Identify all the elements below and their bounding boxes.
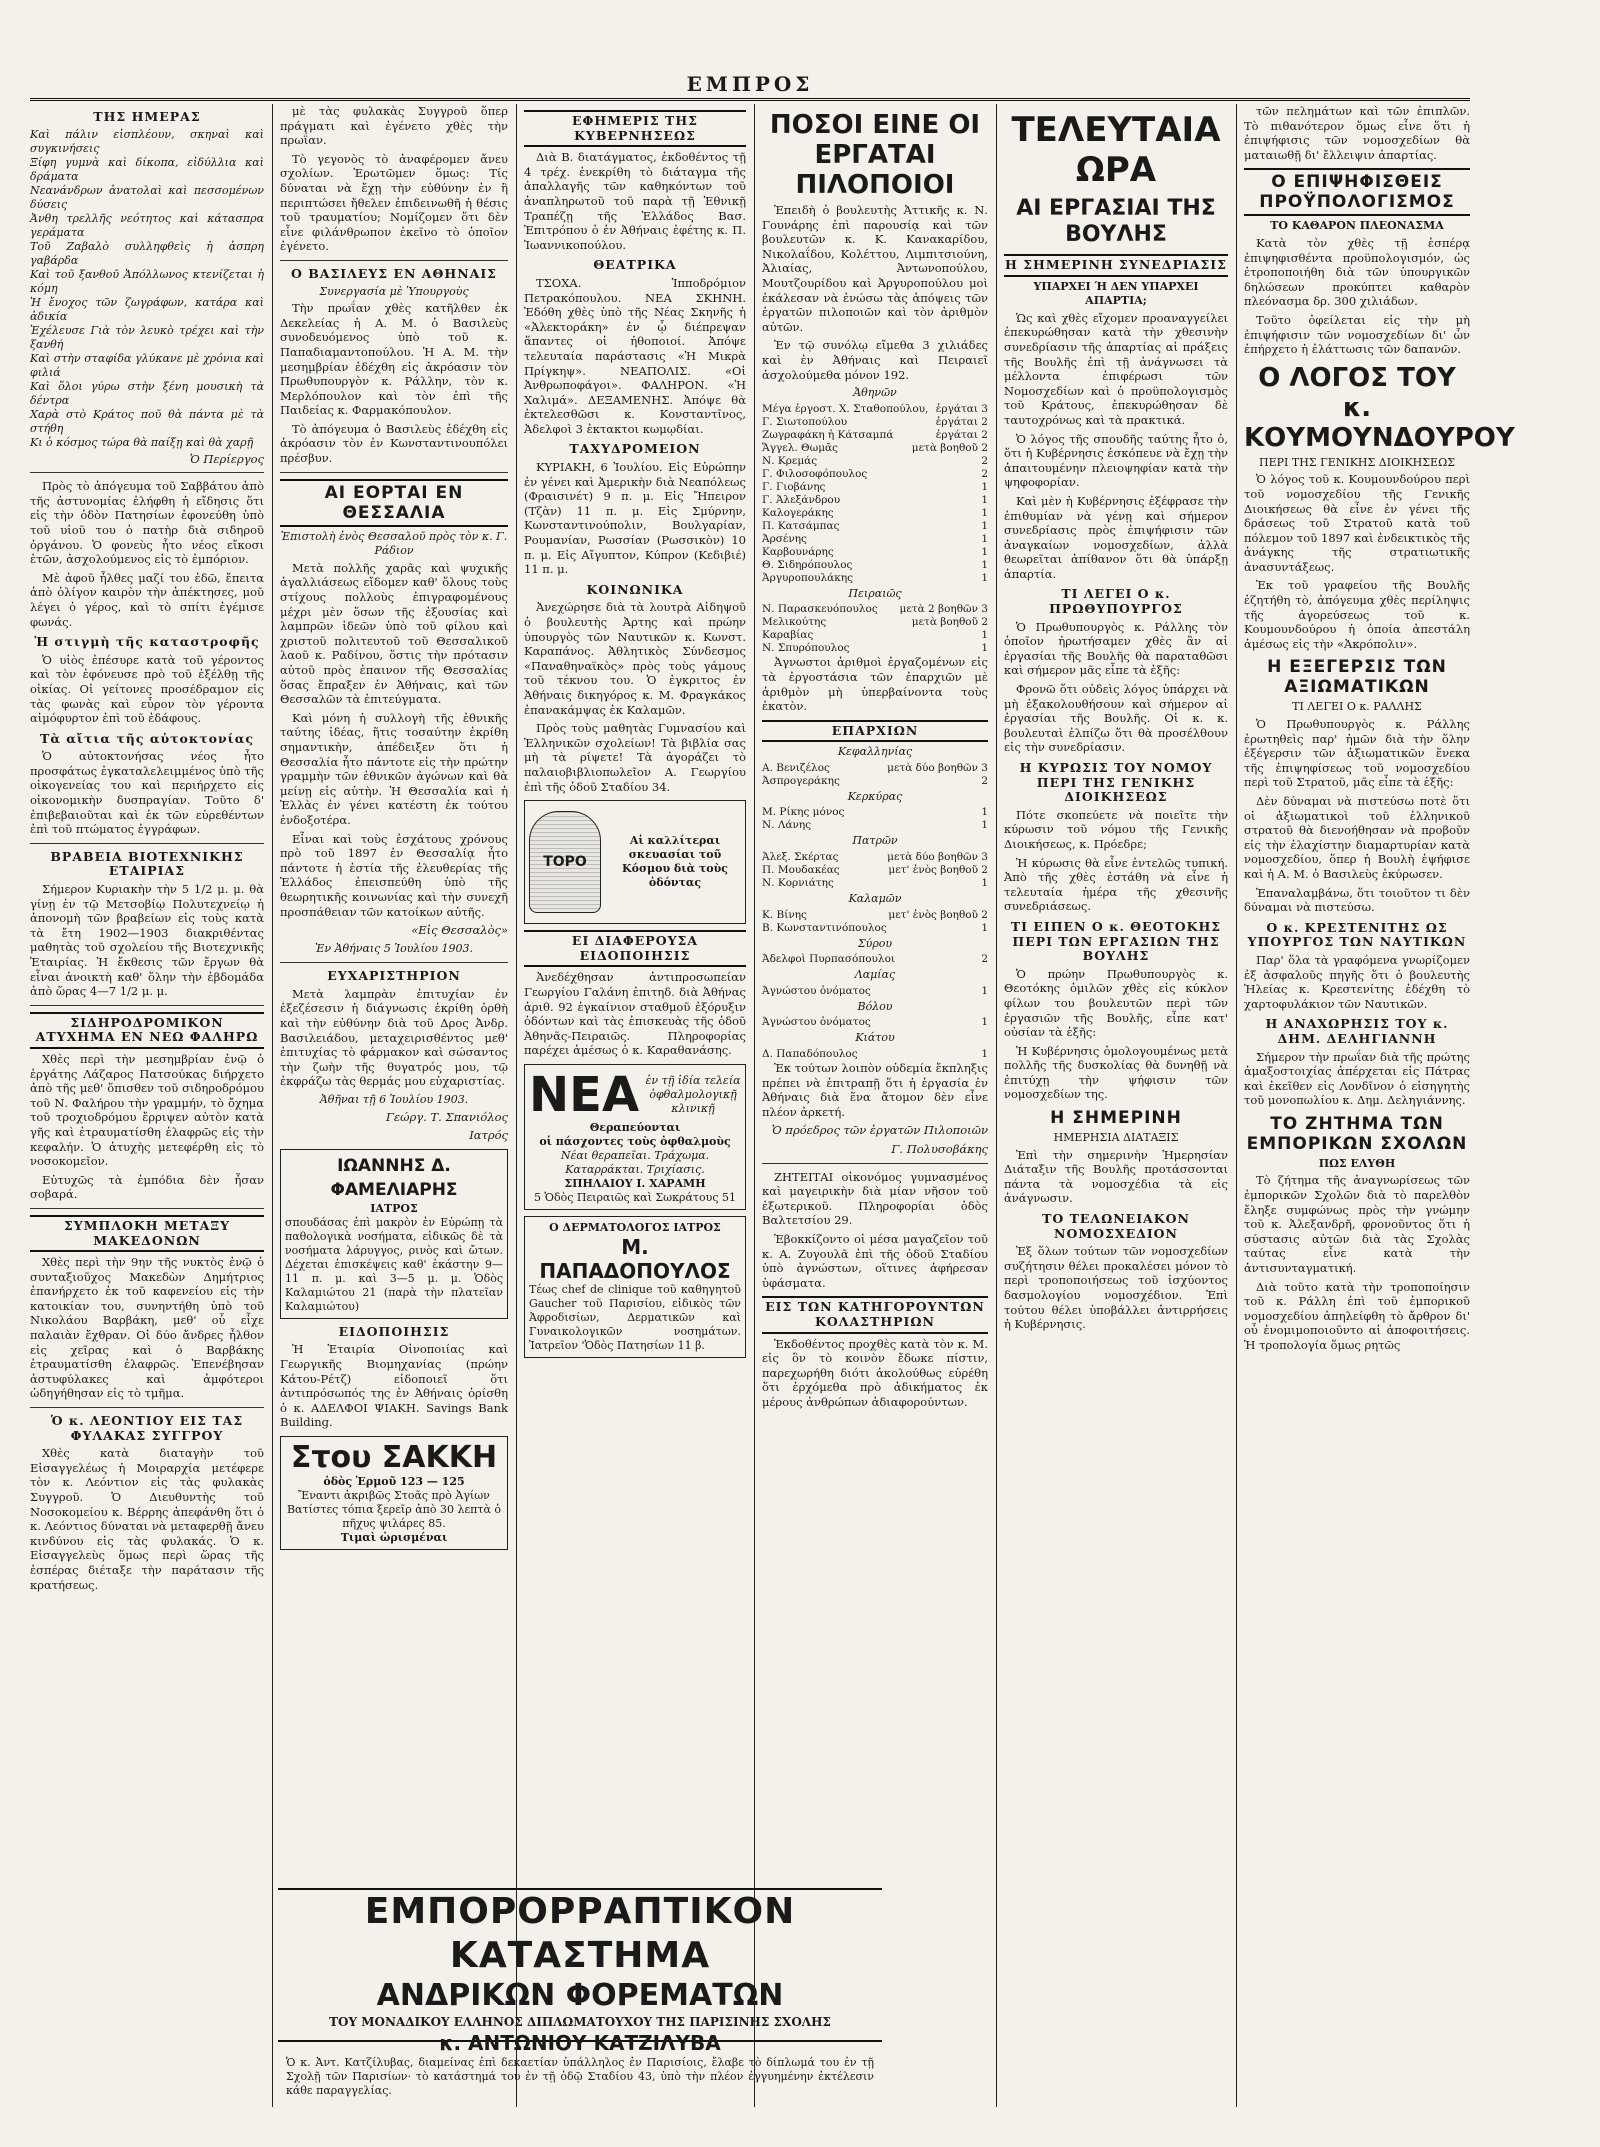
banner-body: Ὁ κ. Ἀντ. Κατζίλυβας, διαμείνας ἐπὶ δεκαετίαν ὑπάλληλος ἐν Παρισίοις, ἔλαβε τὸ δίπλωμά του ἐν τῇ Σχολῇ τῶν Παρισίων· τὸ κατάστημά του ἐν τῇ ὁδῷ Σταδίου 43, ὑπὸ τὴν πλέον ἐγγυημένην ἐκτέλεσιν κάθε παραγγελίας.: [286, 2056, 874, 2097]
section-heading: ΕΠΑΡΧΙΩΝ: [762, 720, 988, 743]
paragraph: Ἐκ τοῦ γραφείου τῆς Βουλῆς ἐζητήθη τὸ, ἀπόγευμα χθὲς περίληψις τῆς ἀγορεύσεως τοῦ κ. Κουμουνδούρου ἡ ὁποία ἀπεστάλη ἀμέσως εἰς τὴν «Ἀκρόπολιν».: [1244, 578, 1470, 651]
subheading: ΤΙ ΛΕΓΕΙ Ο κ. ΡΑΛΛΗΣ: [1292, 700, 1422, 714]
worker-count: 1: [981, 493, 988, 506]
poem-line: Καὶ πάλιν εἰσπλέουν, σκηναὶ καὶ συγκινήσεις: [30, 127, 264, 155]
ad-body: Τέως chef de clinique τοῦ καθηγητοῦ Gaucher τοῦ Παρισίου, εἰδικὸς τῶν Ἀφροδισίων, Δερματικῶν καὶ Γυναικολογικῶν νοσημάτων. Ἰατρεῖον 'Ὁδὸς Πατησίων 11 β.: [529, 1282, 741, 1352]
section-heading: ΤΑΧΥΔΡΟΜΕΙΟΝ: [569, 441, 701, 457]
worker-name: Δ. Παπαδόπουλος: [762, 1048, 858, 1061]
worker-count: 1: [981, 819, 988, 832]
paragraph: Διὰ τοῦτο κατὰ τὴν τροποποίησιν τοῦ κ. Ράλλη ἐπὶ τοῦ ἐμπορικοῦ νομοσχεδίου ἀπηλείφθη τὸ ἄρθρον δι' οὗ ἐνομιμοποιοῦντο αἱ ἀποφοιτήσεις. Ἡ τροπολογία ὅμως ρητῶς: [1244, 1279, 1470, 1352]
subheading: Πατρῶν: [852, 834, 898, 848]
paragraph: Ἐπαναλαμβάνω, ὅτι τοιοῦτον τι δὲν δύναμαι νὰ πιστεύσω.: [1244, 885, 1470, 915]
paragraph: Ὁ αὐτοκτονήσας νέος ἦτο προσφάτως ἐγκαταλελειμμένος ὑπὸ τῆς οἰκογενείας του καὶ περιήρχετο εἰς οἰκονομικὴν δυσπραγίαν. Τοῦτο δ' ἐπιβεβαιοῦται καὶ ἐκ τῶν εὑρεθέντων ἐπὶ τοῦ πτώματος ἐγγράφων.: [30, 749, 264, 837]
paragraph: Ὁ Πρωθυπουργὸς κ. Ράλλης ἐρωτηθεὶς παρ' ἡμῶν διὰ τὴν ὅλην ἐξέγερσιν τῶν ἀξιωματικῶν ἕνεκα τῆς ἐπιψηφίσεως τοῦ νομοσχεδίου περὶ τοῦ Στρατοῦ, μᾶς εἶπε τὰ ἑξῆς:: [1244, 717, 1470, 790]
divider: [30, 472, 264, 473]
paragraph: Σήμερον τὴν πρωΐαν διὰ τῆς πρώτης ἀμαξοστοιχίας ἀπέρχεται εἰς Πάτρας καὶ ἐκεῖθεν εἰς Λονδῖνον ὁ εἰσηγητὴς τοῦ μονοπωλίου κ. Δημ. Δεληγιάννης.: [1244, 1049, 1470, 1108]
section-heading: ΤΟ ΖΗΤΗΜΑ ΤΩΝ ΕΜΠΟΡΙΚΩΝ ΣΧΟΛΩΝ: [1246, 1113, 1468, 1154]
section-heading: ΠΟΣΟΙ ΕΙΝΕ ΟΙ ΕΡΓΑΤΑΙ ΠΙΛΟΠΟΙΟΙ: [769, 110, 981, 200]
paragraph: Σήμερον Κυριακὴν τὴν 5 1/2 μ. μ. θὰ γίνῃ ἐν τῷ Μετσοβίῳ Πολυτεχνείῳ ἡ ἀπονομὴ τῶν βραβείων εἰς τοὺς κατὰ τὰ ἔτη 1902—1903 διακριθέντας μαθητὰς τοῦ σχολείου τῆς Βιοτεχνικῆς Ἑταιρίας. Ἡ ἔκθεσις τῶν ἔργων θὰ εἶναι ἀνοικτὴ καθ' ὅλην τὴν ἑβδομάδα ἀπὸ ὥρας 4—7 1/2 μ. μ.: [30, 882, 264, 999]
paragraph: Ὡς καὶ χθὲς εἴχομεν προαναγγείλει ἐπεκυρώθησαν κατὰ τὴν χθεσινὴν συνεδρίασιν τῆς ἀπαρτίας αἱ πράξεις τῆς Βουλῆς ἐπὶ τῇ ἀνάγνωσει τὰ μέλλοντα ἐπιφέρωσι τῶν Νομοσχεδίων καὶ ὁ προϋπολογισμὸς τοῦ Κράτους, ἐπεκυρώθησαν δὲ ταυτοχρόνως καὶ τὰ πρακτικά.: [1004, 310, 1228, 427]
signature: Ὁ πρόεδρος τῶν ἐργατῶν Πιλοποιῶν: [771, 1123, 988, 1138]
paragraph: Πρὸς τὸ ἀπόγευμα τοῦ Σαββάτου ἀπὸ τῆς ἀστυνομίας ἐλήφθη ἡ εἴδησις ὅτι εἰς τὴν ὁδὸν Πατησίων ἐφονεύθη ὑπὸ τοῦ υἱοῦ του ὁ πατὴρ διὰ σιδηροῦ ὀργάνου. Ὁ φονεὺς ἦτο νέος εἴκοσι ἐτῶν, ἀσχολούμενος εἰς τὸ ἐμπόριον.: [30, 479, 264, 567]
clinic-advertisement: [524, 1064, 746, 1210]
worker-count: 1: [981, 1048, 988, 1061]
list-item: [762, 616, 988, 629]
list-item: [762, 775, 988, 788]
paragraph: Εἶναι καὶ τοὺς ἐσχάτους χρόνους πρὸ τοῦ 1897 ἐν Θεσσαλίᾳ ἦτο πάντοτε ἡ ἑστία τῆς ἐλευθερίας τῆς Ἑλλάδος ἐπεισπεύθη ὑπὸ τῆς θεωρητικῆς κοινωνίας καὶ τὴν συνεχῆ προσπάθειαν τῶν κατοίκων αὐτῆς.: [280, 831, 508, 919]
worker-name: Ἀδελφοὶ Πυρπασόπουλοι: [762, 953, 896, 966]
banner-title: ΕΜΠΟΡΟΡΡΑΠΤΙΚΟΝ ΚΑΤΑΣΤΗΜΑ: [364, 1891, 796, 1976]
paragraph: Ἀνεχώρησε διὰ τὰ λουτρὰ Αἰδηψοῦ ὁ βουλευτὴς Ἀρτης καὶ πρώην ὑπουργὸς τῶν Ναυτικῶν κ. Κωνστ. Καραπάνος. Ἀθλητικὸς Σύνδεσμος «Παναθηναϊκὸς» πρὸς τοὺς γάμους τοῦ τέκνου του. Ὁ ἐγκριτος ἐν Ἀθήναις δικηγόρος κ. Μ. Φραγκάκος ἐπανακάμψας ἐκ Καλαμῶν.: [524, 600, 746, 717]
paragraph: Καὶ μόνη ἡ συλλογὴ τῆς ἐθνικῆς ταύτης ἰδέας, ἥτις τοσαύτην ἐκρίθη σημαντικὴν, ἀπέδειξεν ὅτι ἡ Θεσσαλία ἦτο πάντοτε εἰς τὴν πρώτην γραμμὴν τῶν ἐθνικῶν ἀγώνων καὶ θὰ μείνῃ εἰς αὐτὴν. Ἡ Θεσσαλία καὶ ἡ Ἑλλὰς ἐν γένει κατέστη ἐκ τούτου ἐνδοξοτέρα.: [280, 710, 508, 827]
subheading: ΤΟ ΚΑΘΑΡΟΝ ΠΛΕΟΝΑΣΜΑ: [1270, 219, 1444, 233]
paragraph: Ἐπὶ τὴν σημερινὴν Ἡμερησίαν Διάταξιν τῆς Βουλῆς προτάσσονται πάντα τὰ νομοσχέδια τὰ εἰς ἀνάγνωσιν.: [1004, 1147, 1228, 1206]
section-heading: ΤΗΣ ΗΜΕΡΑΣ: [93, 109, 201, 124]
poem-line: Ἐχέλευσε Γιὰ τὸν λευκὸ τρέχει καὶ τὴν ξανθή: [30, 323, 264, 351]
list-item: [762, 629, 988, 642]
poem-line: Καὶ ὅλοι γύρω στὴν ξένη μουσικὴ τὰ δέντρα: [30, 379, 264, 407]
paragraph: Διὰ Β. διατάγματος, ἐκδοθέντος τῇ 4 τρέχ. ἐνεκρίθη τὸ διάταγμα τῆς ἀπαλλαγῆς τῶν καθηκόντων τοῦ ἀναπληρωτοῦ τοῦ παρὰ τῇ Ἐθνικῇ Τραπέζῃ τῆς Ἑλλάδος Βασ. Ἐπιτρόπου ὁ ἐν Ἀθήναις ἐφέτης κ. Π. Ἰωαννικοπούλου.: [524, 150, 746, 252]
column-2: [280, 104, 508, 1877]
paragraph: Τὸ ζήτημα τῆς ἀναγνωρίσεως τῶν ἐμπορικῶν Σχολῶν διὰ τὸ παρελθὸν ἔληξε συμφώνως πρὸς τὴν γνώμην τοῦ κ. Ἀλεξανδρῆ, φρονοῦντος ὅτι ἡ σύστασις αὐτῶν διὰ τὰς Σχολὰς ταύτας εἶνε κατὰ τὴν ἀντισυνταγματική.: [1244, 1173, 1470, 1276]
worker-name: Ν. Κορνιάτης: [762, 877, 834, 890]
worker-count: 1: [981, 921, 988, 934]
subheading: Καλαμῶν: [848, 892, 902, 906]
toothpaste-advertisement: [524, 800, 746, 924]
column-rule: [754, 104, 755, 2107]
worker-count: 2: [981, 454, 988, 467]
column-rule: [1236, 104, 1237, 2107]
section-heading: ΤΕΛΕΥΤΑΙΑ ΩΡΑ: [1011, 110, 1221, 190]
ad-line: ΣΠΗΛΑΙΟΥ Ι. ΧΑΡΑΜΗ: [564, 1176, 706, 1190]
section-heading: ΕΙΔΟΠΟΙΗΣΙΣ: [338, 1323, 450, 1339]
column-4: [762, 104, 988, 2107]
worker-count: 1: [981, 984, 988, 997]
worker-name: Ἄγγελ. Θωμᾶς: [762, 441, 838, 454]
worker-count: 1: [981, 480, 988, 493]
list-item: [762, 494, 988, 507]
paragraph: Ἡ Ἑταιρία Οἰνοποιίας καὶ Γεωργικῆς Βιομηχανίας (πρώην Κάτου-Ρέτζ) εἰδοποιεῖ ὅτι ἀντιπρόσωπός της ἐν Ἀθήναις ὁρίσθη ὁ κ. ΑΔΕΛΦΟΙ ΨΙΑΚΗ. Savings Bank Building.: [280, 1342, 508, 1430]
signature-title: Ιατρός: [469, 1128, 508, 1143]
worker-count: 1: [981, 642, 988, 655]
list-item: [762, 642, 988, 655]
ad-line: Ο ΔΕΡΜΑΤΟΛΟΓΟΣ ΙΑΤΡΟΣ: [549, 1220, 721, 1234]
section-heading: ΕΦΗΜΕΡΙΣ ΤΗΣ ΚΥΒΕΡΝΗΣΕΩΣ: [524, 110, 746, 147]
workers-list: [762, 1048, 988, 1061]
divider: [30, 843, 264, 844]
workers-list: [762, 985, 988, 998]
worker-count: 1: [981, 532, 988, 545]
list-item: [762, 520, 988, 533]
paragraph: Ἐκδοθέντος προχθὲς κατὰ τὸν κ. Μ. εἰς ὃν τὸ κοινὸν ἔδωκε πίστιν, παρεχωρήθη διότι ἀκολούθως εὑρέθη ὅτι ἐρχόμεθα πρὸ ἀδικήματος ἐκ μέρους ἀνθρώπων ἀδιαφορούντων.: [762, 1336, 988, 1409]
section-heading: ΑΙ ΕΡΓΑΣΙΑΙ ΤΗΣ ΒΟΥΛΗΣ: [1016, 196, 1216, 247]
paragraph: ΤΣΟΧΑ. Ἱπποδρόμιον Πετρακόπουλου. ΝΕΑ ΣΚΗΝΗ. Ἐδόθη χθὲς ὑπὸ τῆς Νέας Σκηνῆς ἡ «Ἀλεκτοράκη» ἐν ᾧ διέπρεψαν ἅπαντες οἱ ἠθοποιοί. Ἀπόψε τελευταία παράστασις «Ἡ Μικρὰ Πρίγκηψ». ΝΕΑΠΟΛΙΣ. «Οἱ Ἀνθρωποφάγοι». ΦΑΛΗΡΟΝ. «Ἡ Χαλιμά». ΔΕΞΑΜΕΝΗΣ. Ἀπόψε θὰ ἐκτελεσθῶσι κ. Κονσταντῖνος, Ἀδελφοὶ 3 ἐκτακτοι κωμῳδίαι.: [524, 275, 746, 436]
section-heading: Η ΕΞΕΓΕΡΣΙΣ ΤΩΝ ΑΞΙΩΜΑΤΙΚΩΝ: [1267, 657, 1447, 698]
paragraph: μὲ τὰς φυλακὰς Συγγροῦ ὅπερ πράγματι καὶ ἐγένετο χθὲς τὴν πρωΐαν.: [280, 104, 508, 148]
ad-line: 5 Ὁδὸς Πειραιῶς καὶ Σωκράτους 51: [534, 1190, 736, 1204]
divider: [30, 1407, 264, 1408]
poem-line: Ἡ ἔνοχος τῶν ζωγράφων, κατάρα καὶ ἀδικία: [30, 295, 264, 323]
banner-name: κ. ΑΝΤΩΝΙΟΥ ΚΑΤΖΙΛΥΒΑ: [439, 2031, 721, 2055]
workers-list: [762, 762, 988, 788]
worker-name: Μελικούτης: [762, 616, 827, 629]
paragraph: Ἀνεδέχθησαν ἀντιπροσωπείαν Γεωργίου Γαλάνη ἐπιτηδ. διὰ Ἀθήνας ἀριθ. 92 ἐγκαίνιον σταθμοῦ ἐξόρυξιν ὀδόντων καὶ τὰς ἐπισκευὰς τῆς ὁδοῦ Ἀθηνᾶς-Πειραιῶς. Πληροφορίας παρέχει ἀμέσως ὁ κ. Καραθανάσης.: [524, 970, 746, 1058]
paragraph: Ὁ πρώην Πρωθυπουργὸς κ. Θεοτόκης ὁμιλῶν χθὲς εἰς κύκλον φίλων του βουλευτῶν περὶ τῶν ἐργασιῶν τῆς Βουλῆς, εἶπε κατ' οὐσίαν τὰ ἑξῆς:: [1004, 966, 1228, 1040]
ad-line: Ἔναντι ἀκριβῶς Στοᾶς πρὸ Ἀγίων: [298, 1488, 490, 1502]
paragraph: Δὲν δύναμαι νὰ πιστεύσω ποτὲ ὅτι οἱ ἀξιωματικοὶ τοῦ ἑλληνικοῦ στρατοῦ θὰ διενοήθησαν νὰ προβοῦν εἰς τὴν ἐλαχίστην διαμαρτυρίαν κατὰ νομοσχεδίου, ὅπερ ἡ Βουλὴ ἐψήφισε καὶ ἡ Α. Μ. ὁ Βασιλεὺς ἐκύρωσεν.: [1244, 794, 1470, 881]
list-item: [762, 819, 988, 832]
subheading: ΗΜΕΡΗΣΙΑ ΔΙΑΤΑΞΙΣ: [1053, 1131, 1179, 1145]
signature: Γ. Πολυσοβάκης: [891, 1142, 988, 1156]
worker-name: Γ. Γιοβάνης: [762, 480, 826, 493]
divider: [30, 1005, 264, 1006]
section-heading: ΕΙ ΔΙΑΦΕΡΟΥΣΑ ΕΙΔΟΠΟΙΗΣΙΣ: [524, 930, 746, 967]
worker-name: Ἀγνώστου ὀνόματος: [762, 1016, 871, 1029]
worker-count: 1: [981, 629, 988, 642]
ad-title: Στου ΣΑΚΚΗ: [290, 1439, 498, 1475]
list-item: [762, 533, 988, 546]
worker-count: 1: [981, 1016, 988, 1029]
paragraph: τῶν πελημάτων καὶ τῶν ἐπιπλῶν. Τὸ πιθανότερον ὅμως εἶνε ὅτι ἡ ἐπιψήφισις τῶν νομοσχεδίων θὰ ματαιωθῇ δι' ἔλλειψιν ἀπαρτίας.: [1244, 104, 1470, 162]
section-heading: ΑΙ ΕΟΡΤΑΙ ΕΝ ΘΕΣΣΑΛΙΑ: [280, 479, 508, 527]
paragraph: Μὲ ἀφοῦ ἦλθες μαζί του ἐδῶ, ἔπειτα ἀπὸ ὀλίγον καιρὸν τὴν ἀπέκτησες, μοῦ λέγει ὁ γέρος, καὶ τὸ σπίτι ἐγέμισε φωνάς.: [30, 570, 264, 629]
column-3: [524, 104, 746, 1877]
column-6: [1244, 104, 1515, 2107]
masthead-title: ΕΜΠΡΟΣ: [30, 72, 1470, 101]
divider: [280, 472, 508, 473]
paragraph: ΖΗΤΕΙΤΑΙ οἰκονόμος γυμνασμένος καὶ μαγειρικὴν διὰ μίαν νῆσον τοῦ ἐξωτερικοῦ. Πληροφορίαι ὁδὸς Βαλτετσίου 29.: [762, 1169, 988, 1228]
worker-name: Ν. Λάνης: [762, 819, 812, 832]
tube-icon: ΤΟΡΟ: [529, 811, 601, 913]
divider: [280, 260, 508, 261]
ad-line: οἱ πάσχοντες τοὺς ὀφθαλμοὺς: [539, 1134, 731, 1148]
list-item: [762, 1016, 988, 1029]
paragraph: Παρ' ὅλα τὰ γραφόμενα γνωρίζομεν ἐξ ἀσφαλοῦς πηγῆς ὅτι ὁ βουλευτὴς Ἠλείας κ. Κρεστενίτης ἐδέχθη τὸ χαρτοφυλάκιον τῶν Ναυτικῶν.: [1244, 952, 1470, 1011]
signature: Ὁ Περίεργος: [189, 451, 264, 466]
worker-name: Μ. Ρίκης μόνος: [762, 806, 845, 819]
paragraph: Ἐξ ὅλων τούτων τῶν νομοσχεδίων συζήτησιν θέλει προκαλέσει μόνον τὸ περὶ τροποποιήσεως τοῦ ἰσχύοντος δασμολογίου νομοσχέδιον. Ἐπὶ τούτου θέλει ὑποβάλλει ἀντιρρήσεις ἡ Κυβέρνησις.: [1004, 1244, 1228, 1332]
doctor-advertisement: [280, 1149, 508, 1319]
shop-advertisement: [280, 1436, 508, 1550]
list-item: [762, 429, 988, 442]
worker-count: 1: [981, 506, 988, 519]
worker-count: 1: [981, 558, 988, 571]
subheading: ΠΩΣ ΕΛΥΘΗ: [1318, 1156, 1396, 1170]
worker-name: Καρβουνάρης: [762, 545, 834, 558]
dateline: Ἀθῆναι τῇ 6 Ἰουλίου 1903.: [319, 1093, 469, 1107]
paragraph: Πρὸς τοὺς μαθητὰς Γυμνασίου καὶ Ἑλληνικῶν σχολείων! Τὰ βιβλία σας μὴ τὰ ρίψετε! Τὰ ἀγοράζει τὸ παλαιοβιβλιοπωλεῖον Α. Γεωργίου ἐπὶ τῆς ὁδοῦ Σταδίου 34.: [524, 721, 746, 794]
list-item: [762, 572, 988, 585]
list-item: [762, 909, 988, 922]
paragraph: Χθὲς κατὰ διαταγὴν τοῦ Εἰσαγγελέως ἡ Μοιραρχία μετέφερε τὸν κ. Λεόντιον εἰς τὰς φυλακὰς Συγγροῦ. Ὁ Διευθυντὴς τοῦ Νοσοκομείου κ. Βέρρης ἀπεφάνθη ὅτι ὁ κ. Λεόντιος δύναται νὰ μεταφερθῇ ἄνευ κινδύνου εἰς τὰς φυλακάς. Ὁ κ. Εἰσαγγελεὺς ὅμως περὶ ὥρας τῆς ἐσπέρας διέταξε τὴν παράτασιν τῆς κρατήσεως.: [30, 1446, 264, 1592]
divider: [30, 1208, 264, 1209]
section-heading: ΣΙΔΗΡΟΔΡΟΜΙΚΟΝ ΑΤΥΧΗΜΑ ΕΝ ΝΕΩ ΦΑΛΗΡΩ: [30, 1012, 264, 1049]
ad-line: Βατίστες τόπια ξερεῖρ ἀπὸ 30 λεπτὰ ὁ πῆχυς ψιλάρες 85.: [286, 1502, 502, 1530]
worker-count: 1: [981, 571, 988, 584]
section-heading: ΚΟΙΝΩΝΙΚΑ: [586, 581, 684, 597]
worker-count: ἐργάται 2: [935, 415, 988, 428]
worker-name: Γ. Ἀλεξάνδρου: [762, 493, 841, 506]
subheading: Λαμίας: [854, 968, 896, 982]
worker-name: Κ. Βίνης: [762, 908, 807, 921]
worker-name: Καραβίας: [762, 629, 814, 642]
worker-count: μετὰ βοηθοῦ 2: [911, 441, 988, 454]
list-item: [762, 877, 988, 890]
workers-list: [762, 909, 988, 935]
worker-name: Ἀλεξ. Σκέρτας: [762, 851, 839, 864]
worker-name: Π. Κατσάμπας: [762, 519, 840, 532]
workers-list: [762, 851, 988, 890]
worker-name: Γ. Σιωτοπούλου: [762, 415, 848, 428]
section-heading: ΤΙ ΕΙΠΕΝ Ο κ. ΘΕΟΤΟΚΗΣ ΠΕΡΙ ΤΩΝ ΕΡΓΑΣΙΩΝ ΤΗΣ ΒΟΥΛΗΣ: [1010, 918, 1222, 964]
worker-name: Β. Κωνσταντινόπουλος: [762, 921, 887, 934]
list-item: [762, 468, 988, 481]
paragraph: Κατὰ τὸν χθὲς τῇ ἑσπέρᾳ ἐπιψηφισθέντα προϋπολογισμόν, ὡς ἐτροποποιήθη διὰ τῶν ὑπουργικῶν δηλώσεων προκύπτει καθαρὸν πλεόνασμα δρ. 300 χιλιάδων.: [1244, 235, 1470, 309]
worker-count: μετὰ 2 βοηθῶν 3: [899, 603, 988, 616]
signature: Γεώργ. Τ. Σπανιόλος: [386, 1109, 508, 1124]
paragraph: Πότε σκοπεύετε νὰ ποιεῖτε τὴν κύρωσιν τοῦ νόμου τῆς Γενικῆς Διοικήσεως, κ. Πρόεδρε;: [1004, 807, 1228, 851]
subheading: Βόλου: [857, 999, 893, 1013]
column-rule: [516, 104, 517, 2107]
section-heading: ΒΡΑΒΕΙΑ ΒΙΟΤΕΧΝΙΚΗΣ ΕΤΑΙΡΙΑΣ: [50, 848, 244, 879]
section-heading: Η ΑΝΑΧΩΡΗΣΙΣ ΤΟΥ κ. ΔΗΜ. ΔΕΛΗΓΙΑΝΝΗ: [1265, 1016, 1449, 1046]
paragraph: Φρονῶ ὅτι οὐδεὶς λόγος ὑπάρχει νὰ μὴ ἐξακολουθήσουν καὶ σήμερον αἱ ἐργασίαι τῆς Βουλῆς. Οἱ κ. κ. βουλευταὶ ἐλπίζω ὅτι θὰ προσέλθουν εἰς τὴν συνεδρίασιν.: [1004, 682, 1228, 755]
workers-list: [762, 603, 988, 655]
worker-name: Γ. Φιλοσοφόπουλος: [762, 467, 868, 480]
paragraph: Τοῦτο ὀφείλεται εἰς τὴν μὴ ἐπιψήφισιν τῶν νομοσχεδίων δι' ὧν ἐπήρχετο ἡ ἐλάττωσις τῶν δαπανῶν.: [1244, 312, 1470, 357]
ad-line: ἐν τῇ ἰδία τελεία ὀφθαλμολογικῇ κλινικῇ: [645, 1073, 741, 1115]
list-item: [762, 416, 988, 429]
ad-line: Νέαι θεραπεῖαι. Τράχωμα. Καταρράκται. Τριχίασις.: [560, 1148, 710, 1176]
ad-title: ΙΩΑΝΝΗΣ Δ. ΦΑΜΕΛΙΑΡΗΣ: [330, 1155, 458, 1200]
column-rule: [272, 104, 273, 2107]
poem-line: Ἀνθη τρελλῆς νεότητος καὶ κάτασπρα γεράματα: [30, 211, 264, 239]
section-heading: ΕΙΣ ΤΩΝ ΚΑΤΗΓΟΡΟΥΝΤΩΝ ΚΟΛΑΣΤΗΡΙΩΝ: [762, 1296, 988, 1333]
section-heading: Ο κ. ΚΡΕΣΤΕΝΙΤΗΣ ΩΣ ΥΠΟΥΡΓΟΣ ΤΩΝ ΝΑΥΤΙΚΩΝ: [1247, 919, 1467, 950]
worker-count: 2: [981, 953, 988, 966]
poem-line: Κι ὁ κόσμος τώρα θὰ παίξῃ καὶ θὰ χαρῇ: [30, 435, 254, 449]
worker-name: Ν. Παρασκευόπουλος: [762, 603, 878, 616]
worker-count: 2: [981, 774, 988, 787]
workers-list: [762, 806, 988, 832]
workers-list: [762, 1016, 988, 1029]
subheading: Συνεργασία μὲ Ὑπουργοὺς: [319, 284, 469, 298]
paragraph: Ὁ λόγος τοῦ κ. Κουμουνδούρου περὶ τοῦ νομοσχεδίου τῆς Γενικῆς Διοικήσεως θὰ εἶνε ἐν γένει τῆς δράσεως τοῦ Στρατοῦ κατὰ τοῦ πόλεμον τοῦ 1897 καὶ ἐνδεικτικὸς τῆς ἀνάγκης τῆς στρατιωτικῆς ἀνασυντάξεως.: [1244, 472, 1470, 574]
list-item: [762, 455, 988, 468]
paragraph: Ἐν τῷ συνόλῳ εἴμεθα 3 χιλιάδες καὶ ἐν Ἀθήναις καὶ Πειραιεῖ ἀσχολούμεθα μόνον 192.: [762, 338, 988, 382]
list-item: [762, 985, 988, 998]
worker-name: Ἀγνώστου ὀνόματος: [762, 984, 871, 997]
dateline: Ἐν Ἀθήναις 5 Ἰουλίου 1903.: [315, 941, 473, 955]
poem-line: Καὶ τοῦ ξανθοῦ Ἀπόλλωνος κτενίζεται ἡ κόμη: [30, 267, 264, 295]
section-heading: ΘΕΑΤΡΙΚΑ: [593, 257, 677, 273]
section-heading: Ὁ κ. ΛΕΟΝΤΙΟΥ ΕΙΣ ΤΑΣ ΦΥΛΑΚΑΣ ΣΥΓΓΡΟΥ: [50, 1413, 244, 1443]
list-item: [762, 864, 988, 877]
worker-name: Ν. Κρεμάς: [762, 454, 818, 467]
worker-count: ἐργάται 2: [935, 428, 988, 441]
divider: [762, 1163, 988, 1164]
poem-line: Ξίφη γυμνὰ καὶ δίκοπα, εἰδύλλια καὶ δράματα: [30, 155, 264, 183]
paragraph: Ὁ υἱὸς ἐπέσυρε κατὰ τοῦ γέροντος καὶ τὸν ἐφόνευσε πρὸ τοῦ ἐξέλθῃ τῆς οἰκίας. Οἱ γείτονες προσέδραμον εἰς τὰς φωνὰς καὶ εὗρον τὸν γέροντα αἱμόφυρτον ἐπὶ τοῦ ἐδάφους.: [30, 652, 264, 726]
banner-line: ΤΟΥ ΜΟΝΑΔΙΚΟΥ ΕΛΛΗΝΟΣ ΔΙΠΛΩΜΑΤΟΥΧΟΥ ΤΗΣ ΠΑΡΙΣΙΝΗΣ ΣΧΟΛΗΣ: [329, 2015, 831, 2029]
paragraph: Τὸ ἀπόγευμα ὁ Βασιλεὺς ἐδέχθη εἰς ἀκρόασιν τὸν ἐν Κωνσταντινουπόλει πρέσβυν.: [280, 421, 508, 466]
worker-count: μετὰ βοηθοῦ 2: [911, 616, 988, 629]
section-heading: ΤΙ ΛΕΓΕΙ Ο κ. ΠΡΩΘΥΠΟΥΡΓΟΣ: [1049, 586, 1183, 617]
list-item: [762, 1048, 988, 1061]
paragraph: Καὶ μὲν ἡ Κυβέρνησις ἐξέφρασε τὴν ἐπιθυμίαν νὰ γένῃ καὶ σήμερον συνεδρίασις πρὸς ἐπιψήφισιν τῶν ἀναγκαίων νομοσχεδίων, ἀλλὰ θεωρεῖται ἀπίθανον ὅτι θὰ ὑπάρξῃ ἀπαρτία.: [1004, 493, 1228, 581]
subheading: Κερκύρας: [847, 789, 903, 803]
ad-title: Μ. ΠΑΠΑΔΟΠΟΥΛΟΣ: [539, 1234, 731, 1283]
worker-name: Π. Μουδακέας: [762, 864, 840, 877]
paragraph: Μετὰ λαμπρὰν ἐπιτυχίαν ἐν ἐξεζέσεσιν ἡ διάγνωσις ἐκρίθη ὀρθὴ καὶ τὴν εὐθύνην διὰ τοῦ Δρος Ἀνδρ. Βασιλειάδου, μεταχειρισθέντος μεθ' ἐπιτυχίας τὸ φάρμακον καὶ σώσαντος τὴν ζωὴν τῆς θυγατρός μου, τῷ ἐκφράζω τὰς θερμάς μου εὐχαριστίας.: [280, 986, 508, 1089]
subheading: Ἐπιστολὴ ἐνὸς Θεσσαλοῦ πρὸς τὸν κ. Γ. Ράδιον: [280, 529, 508, 558]
column-rule: [996, 104, 997, 2107]
list-item: [762, 922, 988, 935]
subheading: Πειραιῶς: [848, 586, 902, 600]
list-item: [762, 559, 988, 572]
paragraph: Ἡ κύρωσις θὰ εἶνε ἐντελῶς τυπική. Ἀπὸ τῆς χθὲς ἐστάθη νὰ εἶνε ἡ τελευταία ἡμέρα τῆς χθεσινῆς συνεδριάσεως.: [1004, 855, 1228, 914]
list-item: [762, 762, 988, 775]
section-heading: ΤΟ ΤΕΛΩΝΕΙΑΚΟΝ ΝΟΜΟΣΧΕΔΙΟΝ: [1042, 1211, 1190, 1241]
worker-name: Ἀργυροπουλάκης: [762, 571, 853, 584]
worker-count: 1: [981, 806, 988, 819]
subheading: Κιάτου: [855, 1031, 895, 1045]
list-item: [762, 481, 988, 494]
subheading: Ἀθηνῶν: [853, 386, 897, 400]
list-item: [762, 851, 988, 864]
worker-name: Ν. Σπυρόπουλος: [762, 642, 850, 655]
worker-name: Ζωγραφάκη ἡ Κάτσαμπά: [762, 428, 894, 441]
ad-line: Αἱ καλλίτεραι σκευασίαι τοῦ Κόσμου διὰ τοὺς ὀδόντας: [622, 834, 728, 890]
poem-line: Καὶ στὴν σταφίδα γλύκανε μὲ χρόνια καὶ φιλιά: [30, 351, 264, 379]
worker-name: Θ. Σιδηρόπουλος: [762, 558, 853, 571]
section-heading: ΣΥΜΠΛΟΚΗ ΜΕΤΑΞΥ ΜΑΚΕΔΟΝΩΝ: [30, 1215, 264, 1252]
ad-line: Τιμαὶ ὡρισμέναι: [340, 1530, 448, 1544]
worker-name: Ἀσπρογεράκης: [762, 774, 840, 787]
worker-count: 1: [981, 545, 988, 558]
ad-line: Θεραπεύονται: [589, 1120, 681, 1134]
poem: [30, 128, 264, 450]
worker-name: Ἀρσένης: [762, 532, 807, 545]
list-item: [762, 806, 988, 819]
section-heading: Ο ΕΠΙΨΗΦΙΣΘΕΙΣ ΠΡΟΫΠΟΛΟΓΙΣΜΟΣ: [1244, 168, 1470, 216]
paragraph: Ὁ Πρωθυπουργὸς κ. Ράλλης τὸν ὁποῖον ἠρωτήσαμεν χθὲς ἂν αἱ ἐργασίαι τῆς Βουλῆς θὰ παραταθῶσι καὶ σήμερον μᾶς εἶπε τὰ ἑξῆς:: [1004, 619, 1228, 678]
poem-line: Νεανάνδρων ἀνατολαὶ καὶ πεσσομένων δύσεις: [30, 183, 264, 211]
paragraph: Ἀγνωστοι ἀριθμοὶ ἐργαζομένων εἰς τὰ ἐργοστάσια τῶν ἐπαρχιῶν μὲ ἀριθμὸν μὴ ὑπερβαίνοντα τοὺς ἑκατὸν.: [762, 655, 988, 714]
ad-body: σπουδάσας ἐπὶ μακρὸν ἐν Εὐρώπῃ τὰ παθολογικὰ νοσήματα, εἰδικῶς δὲ τὰ νοσήματα λάρυγγος, ρινὸς καὶ ὤτων. Δέχεται ἐπισκέψεις καθ' ἑκάστην 9—11 π. μ. καὶ 3—5 μ. μ. Ὁδὸς Καλαμιώτου 21 (παρὰ τὴν πλατεῖαν Καλαμιώτου): [285, 1215, 503, 1313]
banner-subtitle: ΑΝΔΡΙΚΩΝ ΦΟΡΕΜΑΤΩΝ: [376, 1978, 784, 2013]
subheading: ΥΠΑΡΧΕΙ Ή ΔΕΝ ΥΠΑΡΧΕΙ ΑΠΑΡΤΙΑ;: [1033, 279, 1199, 308]
ad-line: ὁδὸς Ἑρμοῦ 123 — 125: [323, 1474, 465, 1488]
paragraph: Ἡ Κυβέρνησις ὁμολογουμένως μετὰ πολλῆς τῆς δυσκολίας θὰ δυνηθῇ νὰ ἐπιτύχῃ τὴν ψήφισιν τῶν νομοσχεδίων της.: [1004, 1043, 1228, 1102]
list-item: [762, 603, 988, 616]
worker-count: μετὰ δύο βοηθῶν 3: [887, 851, 988, 864]
worker-count: 2: [981, 467, 988, 480]
paragraph: Ἐκ τούτων λοιπὸν οὐδεμία ἔκπληξις πρέπει νὰ ἐπιτραπῇ ὅτι ἡ ἐργασία ἐν Ἀθήναις διὰ ἕνα ἄτομον δὲν εἶνε πλέον ἀρκετή.: [762, 1061, 988, 1119]
paragraph: ΚΥΡΙΑΚΗ, 6 Ἰουλίου. Εἰς Εὐρώπην ἐν γένει καὶ Ἀμερικὴν διὰ Νεαπόλεως (Φραισινέτ) 9 π. μ. Εἰς Ἤπειρον (Τζὰν) 11 π. μ. Εἰς Σμύρνην, Κωνσταντινούπολιν, Βουλγαρίαν, Ρουμανίαν, Ρωσσίαν (Ρωσσικὸν) 10 π. μ. Εἰς Αἴγυπτον, Κύπρον (Κεδιβιέ) 11 π. μ.: [524, 460, 746, 577]
paragraph: Εὐτυχῶς τὰ ἐμπόδια δὲν ἦσαν σοβαρά.: [30, 1172, 264, 1202]
list-item: [762, 507, 988, 520]
paragraph: Χθὲς περὶ τὴν μεσημβρίαν ἐνῷ ὁ ἐργάτης Λάζαρος Πατσούκας διήρχετο ἀπὸ τῆς μεθ' ὅπισθεν τοῦ σιδηροδρόμου τοῦ Ν. Φαλήρου τὴν γραμμήν, τὸ ὄχημα τοῦ τροχιοδρόμου ἔρριψεν αὐτὸν κατὰ γῆς καὶ ἐτραυματίσθη ἐλαφρῶς εἰς τὴν κεφαλήν. Ὁ ἀτυχὴς μετεφέρθη εἰς τὸ νοσοκομεῖον.: [30, 1051, 264, 1169]
worker-name: Α. Βενιζέλος: [762, 761, 830, 774]
subheading: ΠΕΡΙ ΤΗΣ ΓΕΝΙΚΗΣ ΔΙΟΙΚΗΣΕΩΣ: [1259, 455, 1455, 469]
section-heading: ΕΥΧΑΡΙΣΤΗΡΙΟΝ: [327, 968, 461, 984]
list-item: [762, 403, 988, 416]
worker-count: 1: [981, 877, 988, 890]
section-heading: Η ΚΥΡΩΣΙΣ ΤΟΥ ΝΟΜΟΥ ΠΕΡΙ ΤΗΣ ΓΕΝΙΚΗΣ ΔΙΟΙΚΗΣΕΩΣ: [1019, 760, 1213, 805]
list-item: [762, 546, 988, 559]
ad-title: ΝΕΑ: [529, 1066, 640, 1123]
worker-name: Μέγα ἐργοστ. Χ. Σταθοπούλου,: [762, 402, 929, 415]
section-heading: Ἡ στιγμὴ τῆς καταστροφῆς: [34, 634, 260, 650]
poem-line: Χαρὰ στὸ Κράτος ποῦ θὰ πάντα μὲ τὰ στήθη: [30, 407, 264, 435]
worker-count: ἐργάται 3: [935, 402, 988, 415]
workers-list: [762, 403, 988, 585]
tailor-banner-advertisement: [278, 1888, 882, 2097]
column-5: [1004, 104, 1228, 2107]
section-heading: Ο ΛΟΓΟΣ ΤΟΥ κ. ΚΟΥΜΟΥΝΔΟΥΡΟΥ: [1244, 362, 1515, 453]
poem-line: Τοῦ Ζαβαλὸ συλληφθεὶς ἡ ἀσπρη γαβάρδα: [30, 239, 264, 267]
subheading: Σύρου: [857, 936, 893, 950]
section-heading: Τὰ αἴτια τῆς αὐτοκτονίας: [40, 730, 254, 746]
column-1: [30, 104, 264, 2107]
paragraph: Ἐβοκκίζοντο οἱ μέσα μαγαζεῖον τοῦ κ. Α. Ζυγουλᾶ ἐπὶ τῆς ὁδοῦ Σταδίου ὑπὸ ἀγνώστων, οἵτινες ἀφήρεσαν ὑφάσματα.: [762, 1231, 988, 1290]
section-heading: Η ΣΗΜΕΡΙΝΗ: [1050, 1108, 1182, 1129]
workers-list: [762, 953, 988, 966]
worker-count: 1: [981, 519, 988, 532]
list-item: [762, 953, 988, 966]
worker-name: Καλογεράκης: [762, 506, 834, 519]
subheading: Κεφαλληνίας: [837, 745, 913, 759]
signature: «Εἰς Θεσσαλὸς»: [411, 923, 508, 938]
paragraph: Τὴν πρωΐαν χθὲς κατῆλθεν ἐκ Δεκελείας ἡ Α. Μ. ὁ Βασιλεὺς συνοδευόμενος ὑπὸ τοῦ κ. Παπαδιαμαντοπούλου. Ἡ Α. Μ. τὴν μεσημβρίαν ἐδέχθη εἰς ἀκρόασιν τὸν Πρωθυπουργὸν κ. Ράλλην, τὸν κ. Μερλόπουλον καὶ τὸν ἐπὶ τῆς Παιδείας κ. Φαρμακόπουλον.: [280, 301, 508, 418]
worker-count: μετὰ δύο βοηθῶν 3: [887, 761, 988, 774]
worker-count: μετ' ἑνὸς βοηθοῦ 2: [888, 864, 988, 877]
list-item: [762, 442, 988, 455]
section-heading: Η ΣΗΜΕΡΙΝΗ ΣΥΝΕΔΡΙΑΣΙΣ: [1004, 254, 1228, 277]
ad-subtitle: ΙΑΤΡΟΣ: [370, 1201, 418, 1215]
section-heading: Ο ΒΑΣΙΛΕΥΣ ΕΝ ΑΘΗΝΑΙΣ: [290, 265, 498, 281]
worker-count: μετ' ἑνὸς βοηθοῦ 2: [888, 908, 988, 921]
paragraph: Ὁ λόγος τῆς σπουδῆς ταύτης ἦτο ὁ, ὅτι ἡ Κυβέρνησις ἐσκόπευε νὰ ἔχῃ τὴν ἀπαιτουμένην πλειοψηφίαν κατὰ τὴν ψηφοφορίαν.: [1004, 431, 1228, 490]
paragraph: Τὸ γεγονὸς τὸ ἀναφέρομεν ἄνευ σχολίων. Ἐρωτῶμεν ὅμως: Τίς δύναται νὰ ἔχῃ τὴν εὐθύνην ἐν ἢ περιπτώσει ἤθελεν ἐπιδεινωθῆ ἡ θέσις τοῦ τραυματίου; Νομίζομεν ὅτι δὲν εἶνε φιλάνθρωπον ἐκεῖνο τὸ ὁποῖον ἐγένετο.: [280, 151, 508, 254]
paragraph: Χθὲς περὶ τὴν 9ην τῆς νυκτὸς ἐνῷ ὁ συνταξιοῦχος Μακεδὼν Δημήτριος ἐπανήρχετο ἐκ τοῦ καφενείου εἰς τὴν κατοικίαν του, συνηντήθη ὑπὸ τοῦ Νικολάου Βαρβάκη, μεθ' οὗ εἶχε παλαιὰν ἔχθραν. Οἱ δύο ἄνδρες ἦλθον εἰς χεῖρας καὶ ὁ Βαρβάκης ἐτραυματίσθη ἐλαφρῶς. Ἐπενέβησαν ἀστυφύλακες καὶ ἀμφότεροι ὡδηγήθησαν εἰς τὸ τμῆμα.: [30, 1255, 264, 1401]
divider: [280, 962, 508, 963]
paragraph: Ἐπειδὴ ὁ βουλευτὴς Ἀττικῆς κ. Ν. Γουνάρης ἐπὶ παρουσίᾳ καὶ τῶν βουλευτῶν κ. Κ. Κανακαρίδου, Νικολαΐδου, Κολέττου, Λιμπιτσιούνη, Ἀλιαίας, Ἀντωνοπούλου, Μουτζουρίδου καὶ Ἀργυροπούλου μοὶ ἐκάλεσαν νὰ ἐνώσω τὰς ἀπόψεις τῶν ἐργατῶν πιλοποιῶν καὶ τὸν ἀριθμὸν αὐτῶν.: [762, 203, 988, 334]
paragraph: Μετὰ πολλῆς χαρᾶς καὶ ψυχικῆς ἀγαλλιάσεως εἴδομεν καθ' ὅλους τοὺς στίχους πολλοὺς ἐπιγραφομένους μέχρι μὲν ὅσων τῆς ἐξουσίας καὶ λαμπρῶν ἰδεῶν ὑπὸ τοῦ φίλου καὶ χριστοῦ πολιτευτοῦ τοῦ Θεσσαλικοῦ λαοῦ κ. Ραδίνου, ὅστις τὴν πρότασιν αὐτοῦ πρὸς ἐπαινον τῆς Θεσσαλίας ὅσας ἔπραξεν ἐν Ἀθήναις, καὶ τῶν Θεσσαλῶν τὰ ἐπιτεύγματα.: [280, 560, 508, 707]
dermatologist-advertisement: [524, 1216, 746, 1358]
